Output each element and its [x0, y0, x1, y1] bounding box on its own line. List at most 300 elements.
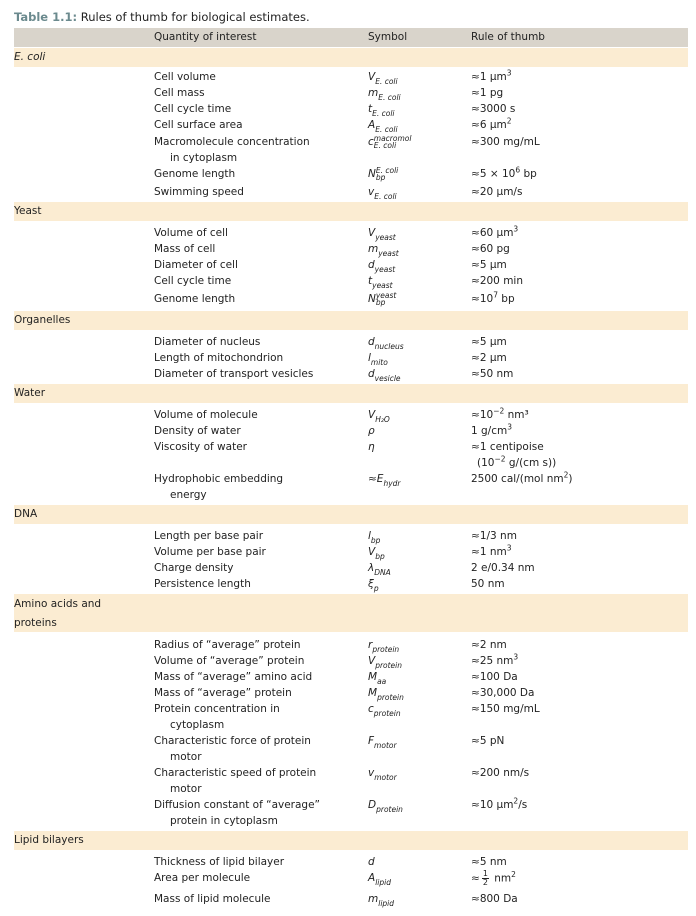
rule-cell — [471, 225, 518, 241]
symbol-base: m — [368, 243, 379, 255]
symbol-cell — [368, 797, 403, 813]
symbol-base: d — [368, 259, 375, 271]
rule-superscript: 2 — [513, 796, 519, 806]
rule-cell — [471, 366, 513, 382]
symbol-superscript: E. coli — [375, 166, 399, 175]
quantity-continuation — [154, 487, 283, 503]
symbol-base: t — [368, 103, 373, 115]
symbol-subscript: E. coli — [375, 77, 398, 86]
symbol-scripts — [377, 685, 404, 701]
approx-symbol: ≈ — [471, 275, 480, 287]
symbol-base: m — [368, 893, 379, 905]
rule-value: 1 pg — [479, 87, 504, 99]
symbol-base: M — [368, 687, 378, 699]
approx-symbol: ≈ — [471, 103, 480, 115]
approx-symbol: ≈ — [471, 799, 480, 811]
rule-unit: bp — [497, 293, 515, 305]
rule-cell — [471, 797, 527, 813]
symbol-base: d — [368, 856, 375, 868]
symbol-cell — [368, 366, 401, 382]
quantity-text: Mass of “average” amino acid — [154, 671, 313, 683]
rule-cell — [471, 257, 507, 273]
symbol-subscript: bp — [370, 536, 381, 545]
symbol-cell — [368, 854, 375, 870]
quantity-cell — [154, 350, 283, 366]
quantity-text: Cell cycle time — [154, 275, 232, 287]
rule-cell — [471, 134, 540, 150]
quantity-cell — [154, 701, 280, 733]
symbol-cell — [368, 334, 404, 350]
rule-superscript: 3 — [506, 68, 512, 78]
symbol-subscript: protein — [372, 645, 400, 654]
category-label: proteins — [14, 617, 57, 629]
rule-cell — [471, 423, 512, 439]
symbol-cell — [368, 273, 393, 289]
quantity-cell — [154, 733, 311, 765]
symbol-subscript: H₂O — [375, 415, 390, 424]
symbol-subscript: nucleus — [374, 342, 404, 351]
symbol-base: F — [368, 735, 375, 747]
symbol-base: t — [368, 275, 373, 287]
approx-symbol: ≈ — [471, 352, 480, 364]
category-label: Amino acids and — [14, 598, 102, 610]
symbol-base: A — [368, 872, 376, 884]
rule-cell — [471, 870, 516, 887]
rule-value: 1 g/cm — [471, 425, 508, 437]
symbol-scripts — [378, 891, 394, 907]
symbol-cell — [368, 701, 401, 717]
symbol-cell — [368, 69, 398, 85]
quantity-text: energy — [170, 489, 207, 501]
quantity-cell — [154, 334, 260, 350]
quantity-cell — [154, 669, 312, 685]
symbol-scripts — [372, 637, 399, 653]
approx-symbol: ≈ — [471, 119, 480, 131]
symbol-cell — [368, 184, 397, 200]
quantity-text: Charge density — [154, 562, 234, 574]
quantity-cell — [154, 225, 228, 241]
quantity-cell — [154, 257, 238, 273]
quantity-cell — [154, 423, 241, 439]
rule-unit: ) — [568, 473, 573, 485]
symbol-base: V — [368, 655, 376, 667]
symbol-scripts — [378, 85, 400, 101]
quantity-cell — [154, 101, 231, 117]
quantity-text: Cell surface area — [154, 119, 243, 131]
rule-value: 5 × 10 — [479, 168, 516, 180]
symbol-cell — [368, 407, 390, 423]
quantity-text: Length of mitochondrion — [154, 352, 284, 364]
quantity-text: Diameter of cell — [154, 259, 238, 271]
rule-cell — [471, 85, 503, 101]
rule-superscript: 2 — [511, 870, 516, 879]
quantity-cell — [154, 184, 244, 200]
rule-value: 1 nm — [479, 546, 507, 558]
symbol-scripts — [374, 576, 379, 592]
symbol-base: N — [368, 293, 376, 305]
rule-value: 5 pN — [479, 735, 505, 747]
symbol-cell — [368, 241, 399, 257]
rule-superscript: −2 — [493, 406, 505, 416]
approx-symbol: ≈ — [471, 767, 480, 779]
rule-cell — [471, 334, 507, 350]
symbol-scripts — [375, 257, 396, 273]
approx-symbol: ≈ — [471, 136, 480, 148]
symbol-scripts — [372, 101, 394, 117]
approx-symbol: ≈ — [471, 530, 480, 542]
quantity-cell — [154, 544, 266, 560]
quantity-text: Cell cycle time — [154, 103, 232, 115]
rule-cell — [471, 117, 512, 133]
quantity-text: Mass of “average” protein — [154, 687, 292, 699]
rule-value: 200 nm/s — [479, 767, 530, 779]
rule-cell — [471, 471, 573, 487]
header-symbol: Symbol — [368, 31, 408, 43]
quantity-text: motor — [170, 783, 202, 795]
symbol-scripts — [374, 135, 412, 149]
approx-symbol: ≈ — [471, 87, 480, 99]
quantity-cell — [154, 471, 283, 503]
category-label: DNA — [14, 508, 38, 520]
category-band-proteins — [14, 594, 688, 632]
quantity-text: Persistence length — [154, 578, 251, 590]
approx-symbol: ≈ — [471, 872, 480, 885]
rule-value: 60 pg — [479, 243, 510, 255]
symbol-base: l — [368, 530, 371, 542]
rule-superscript: 3 — [507, 422, 513, 432]
header-quantity: Quantity of interest — [154, 31, 257, 43]
quantity-cell — [154, 69, 216, 85]
quantity-cell — [154, 291, 235, 307]
symbol-cell — [368, 134, 411, 150]
approx-symbol: ≈ — [471, 243, 480, 255]
symbol-subscript: DNA — [374, 568, 391, 577]
symbol-subscript: yeast — [378, 249, 399, 258]
quantity-text: Diameter of nucleus — [154, 336, 261, 348]
fraction — [482, 870, 489, 887]
rule-unit: bp — [520, 168, 537, 180]
rule-superscript: 3 — [513, 224, 519, 234]
rule-superscript: −2 — [494, 454, 506, 464]
symbol-subscript: hydr — [383, 479, 401, 488]
symbol-subscript: E. coli — [374, 192, 397, 201]
rule-value: 50 nm — [471, 578, 505, 590]
quantity-text: Volume of molecule — [154, 409, 258, 421]
symbol-base: η — [368, 441, 375, 453]
rule-value: 6 μm — [479, 119, 507, 131]
quantity-cell — [154, 134, 310, 166]
rule-cell — [471, 576, 505, 592]
rule-value: 1 centipoise — [479, 441, 544, 453]
category-label: E. coli — [14, 51, 46, 63]
symbol-base: ≈E — [368, 473, 384, 485]
rule-value: 60 μm — [479, 227, 514, 239]
symbol-base: V — [368, 409, 376, 421]
quantity-continuation — [154, 749, 311, 765]
symbol-scripts — [372, 273, 393, 289]
quantity-text: Characteristic force of protein — [154, 735, 311, 747]
rule-value: nm — [490, 872, 512, 885]
symbol-cell — [368, 669, 386, 685]
approx-symbol: ≈ — [471, 409, 480, 421]
quantity-cell — [154, 439, 247, 455]
header-rule: Rule of thumb — [471, 31, 545, 43]
approx-symbol: ≈ — [471, 259, 480, 271]
symbol-cell — [368, 117, 398, 133]
quantity-text: Viscosity of water — [154, 441, 247, 453]
rule-cell — [471, 166, 537, 182]
approx-symbol: ≈ — [471, 856, 480, 868]
rule-value: 10 — [479, 293, 494, 305]
quantity-cell — [154, 765, 316, 797]
symbol-cell — [368, 528, 380, 544]
symbol-scripts — [375, 407, 390, 423]
quantity-text: Hydrophobic embedding — [154, 473, 284, 485]
quantity-text: motor — [170, 751, 202, 763]
symbol-cell — [368, 423, 375, 439]
symbol-subscript: bp — [375, 298, 386, 307]
rule-superscript: 6 — [515, 165, 521, 175]
quantity-text: Mass of lipid molecule — [154, 893, 271, 905]
quantity-text: Volume of cell — [154, 227, 228, 239]
symbol-base: V — [368, 71, 376, 83]
approx-symbol: ≈ — [471, 441, 480, 453]
symbol-base: d — [368, 336, 375, 348]
quantity-cell — [154, 117, 243, 133]
symbol-superscript: yeast — [375, 291, 397, 300]
rule-cell — [471, 69, 512, 85]
rule-value: 200 min — [479, 275, 523, 287]
symbol-base: c — [368, 703, 374, 715]
symbol-cell — [368, 350, 388, 366]
quantity-text: Radius of “average” protein — [154, 639, 301, 651]
symbol-scripts — [376, 292, 397, 306]
rule-value: 10 — [479, 409, 494, 421]
symbol-subscript: E. coli — [373, 141, 397, 150]
quantity-cell — [154, 241, 215, 257]
symbol-scripts — [375, 334, 404, 350]
symbol-cell — [368, 439, 375, 455]
symbol-cell — [368, 101, 395, 117]
symbol-base: r — [368, 639, 373, 651]
symbol-scripts — [378, 241, 399, 257]
symbol-subscript: protein — [373, 709, 401, 718]
quantity-cell — [154, 85, 205, 101]
symbol-subscript: protein — [375, 661, 403, 670]
symbol-subscript: protein — [376, 805, 403, 814]
symbol-subscript: aa — [377, 677, 387, 686]
rule-value: 5 μm — [479, 259, 507, 271]
symbol-base: λ — [368, 562, 375, 574]
approx-symbol: ≈ — [471, 655, 480, 667]
symbol-base: V — [368, 546, 376, 558]
quantity-text: Characteristic speed of protein — [154, 767, 317, 779]
quantity-cell — [154, 685, 292, 701]
quantity-cell — [154, 166, 235, 182]
symbol-subscript: E. coli — [372, 109, 395, 118]
rule-continuation — [471, 455, 556, 471]
rule-value: 10 μm — [479, 799, 514, 811]
rule-cell — [471, 854, 507, 870]
rule-unit: nm³ — [504, 409, 529, 421]
symbol-base: V — [368, 227, 376, 239]
symbol-base: ξ — [368, 578, 374, 590]
symbol-scripts — [374, 765, 397, 781]
symbol-base: c — [368, 136, 374, 148]
quantity-text: in cytoplasm — [170, 152, 238, 164]
approx-symbol: ≈ — [471, 639, 480, 651]
rule-cell — [471, 733, 504, 749]
rule-cell — [471, 685, 534, 701]
rule-value: 2 nm — [479, 639, 507, 651]
quantity-text: Area per molecule — [154, 872, 251, 884]
symbol-subscript: lipid — [378, 899, 395, 908]
symbol-cell — [368, 637, 399, 653]
symbol-subscript: motor — [374, 773, 397, 782]
quantity-text: Volume of “average” protein — [154, 655, 305, 667]
rule-value: 3000 s — [479, 103, 516, 115]
quantity-text: Mass of cell — [154, 243, 216, 255]
symbol-cell — [368, 225, 396, 241]
symbol-cell — [368, 891, 394, 907]
rule-value: 30,000 Da — [479, 687, 535, 699]
symbol-scripts — [375, 653, 402, 669]
caption-text: Rules of thumb for biological estimates. — [80, 10, 310, 24]
rule-cell — [471, 291, 515, 307]
symbol-base: D — [368, 799, 377, 811]
symbol-base: m — [368, 87, 379, 99]
rule-cell — [471, 544, 512, 560]
symbol-scripts — [374, 701, 401, 717]
symbol-cell — [368, 471, 400, 487]
rule-value: 5 nm — [479, 856, 507, 868]
symbol-scripts — [375, 117, 397, 133]
symbol-scripts — [375, 544, 385, 560]
symbol-base: ρ — [368, 425, 375, 437]
approx-symbol: ≈ — [471, 336, 480, 348]
rule-cell — [471, 528, 517, 544]
quantity-cell — [154, 528, 263, 544]
rule-value: 1 μm — [479, 71, 507, 83]
category-label: Yeast — [14, 205, 42, 217]
rule-cell — [471, 701, 540, 717]
rule-cell — [471, 653, 518, 669]
rule-value: 20 μm/s — [479, 186, 523, 198]
rule-value: 25 nm — [479, 655, 514, 667]
fraction-numerator: 1 — [482, 869, 488, 878]
symbol-scripts — [371, 528, 381, 544]
rule-cell — [471, 439, 556, 471]
symbol-subscript: p — [373, 584, 379, 593]
caption-label: Table 1.1: — [14, 10, 78, 24]
symbol-scripts — [374, 560, 391, 576]
quantity-cell — [154, 273, 231, 289]
quantity-text: Cell volume — [154, 71, 216, 83]
symbol-base: N — [368, 168, 376, 180]
category-band-organelles — [14, 311, 688, 330]
approx-symbol: ≈ — [471, 71, 480, 83]
symbol-subscript: mito — [370, 358, 388, 367]
approx-symbol: ≈ — [471, 735, 480, 747]
symbol-cell — [368, 257, 395, 273]
symbol-base: d — [368, 368, 375, 380]
rule-cell — [471, 560, 535, 576]
rule-cell — [471, 891, 518, 907]
table-caption — [14, 10, 310, 24]
symbol-base: v — [368, 767, 375, 779]
rule-unit: g/(cm s)) — [505, 457, 557, 469]
symbol-base: l — [368, 352, 371, 364]
quantity-text: Protein concentration in — [154, 703, 280, 715]
rule-value: 50 nm — [479, 368, 514, 380]
quantity-text: Diffusion constant of “average” — [154, 799, 321, 811]
rule-cell — [471, 407, 529, 423]
symbol-scripts — [383, 471, 400, 487]
quantity-text: Genome length — [154, 293, 236, 305]
symbol-scripts — [376, 167, 398, 181]
rule-value: (10 — [477, 457, 495, 469]
symbol-scripts — [371, 350, 388, 366]
quantity-cell — [154, 797, 320, 829]
quantity-text: cytoplasm — [170, 719, 225, 731]
symbol-subscript: bp — [375, 552, 385, 561]
approx-symbol: ≈ — [471, 293, 480, 305]
quantity-text: Thickness of lipid bilayer — [154, 856, 285, 868]
symbol-cell — [368, 733, 397, 749]
quantity-text: Genome length — [154, 168, 236, 180]
category-band-lipid — [14, 831, 688, 850]
symbol-scripts — [375, 225, 396, 241]
quantity-text: Volume per base pair — [154, 546, 266, 558]
fraction-denominator: 2 — [482, 878, 488, 887]
symbol-base: v — [368, 186, 375, 198]
symbol-scripts — [375, 366, 401, 382]
quantity-continuation — [154, 781, 316, 797]
symbol-scripts — [375, 69, 397, 85]
quantity-text: Macromolecule concentration — [154, 136, 310, 148]
category-label: Lipid bilayers — [14, 834, 84, 846]
quantity-continuation — [154, 717, 280, 733]
category-label: Organelles — [14, 314, 71, 326]
rule-cell — [471, 184, 522, 200]
symbol-subscript: vesicle — [374, 374, 401, 383]
header-row — [14, 28, 688, 47]
symbol-cell — [368, 560, 391, 576]
rule-superscript: 2 — [563, 470, 569, 480]
approx-symbol: ≈ — [471, 186, 480, 198]
rule-value: 2500 cal/(mol nm — [471, 473, 564, 485]
rule-cell — [471, 765, 529, 781]
symbol-cell — [368, 576, 379, 592]
approx-symbol: ≈ — [471, 893, 480, 905]
symbol-scripts — [374, 733, 397, 749]
symbol-cell — [368, 544, 385, 560]
quantity-continuation — [154, 150, 310, 166]
quantity-text: protein in cytoplasm — [170, 815, 278, 827]
approx-symbol: ≈ — [471, 687, 480, 699]
symbol-subscript: E. coli — [375, 125, 398, 134]
symbol-subscript: yeast — [374, 265, 396, 274]
quantity-text: Diameter of transport vesicles — [154, 368, 314, 380]
symbol-scripts — [377, 669, 386, 685]
quantity-cell — [154, 560, 234, 576]
category-band-dna — [14, 505, 688, 524]
rule-cell — [471, 637, 507, 653]
quantity-cell — [154, 891, 270, 907]
symbol-base: M — [368, 671, 378, 683]
rule-cell — [471, 669, 518, 685]
rule-superscript: 3 — [506, 543, 512, 553]
